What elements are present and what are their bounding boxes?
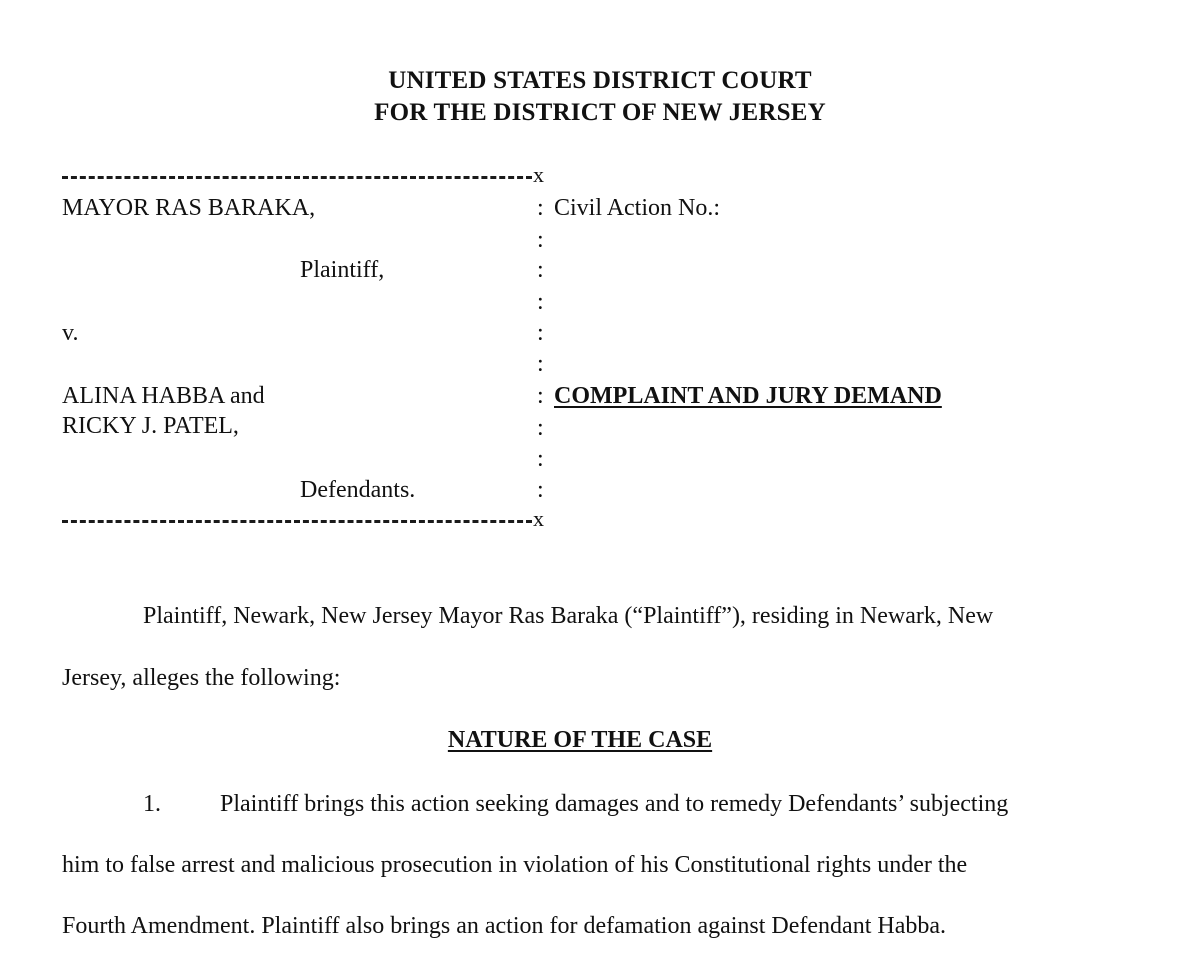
caption-colon: : bbox=[537, 351, 544, 377]
caption-colon: : bbox=[537, 446, 544, 472]
document-title: COMPLAINT AND JURY DEMAND bbox=[554, 383, 942, 409]
caption-colon: : bbox=[537, 227, 544, 253]
caption-colon: : bbox=[537, 477, 544, 503]
caption-top-rule-end: x bbox=[533, 162, 544, 187]
caption-top-rule bbox=[62, 176, 532, 179]
court-name: UNITED STATES DISTRICT COURT bbox=[388, 67, 812, 94]
defendants-label: Defendants. bbox=[300, 477, 416, 503]
caption-bottom-rule bbox=[62, 520, 532, 523]
caption-colon: : bbox=[537, 289, 544, 315]
plaintiff-name: MAYOR RAS BARAKA, bbox=[62, 195, 316, 221]
caption-colon: : bbox=[537, 383, 544, 409]
caption-colon: : bbox=[537, 415, 544, 441]
plaintiff-label: Plaintiff, bbox=[300, 257, 385, 283]
paragraph-line: Fourth Amendment. Plaintiff also brings an action for defamation against Defendant Habba. bbox=[62, 913, 947, 939]
paragraph-line: him to false arrest and malicious prosecution in violation of his Constitutional rights under the bbox=[62, 852, 968, 878]
intro-paragraph-line: Plaintiff, Newark, New Jersey Mayor Ras Baraka (“Plaintiff”), residing in Newark, New bbox=[143, 603, 994, 629]
court-district: FOR THE DISTRICT OF NEW JERSEY bbox=[374, 99, 826, 126]
defendant-name-2: RICKY J. PATEL, bbox=[62, 413, 239, 439]
caption-colon: : bbox=[537, 257, 544, 283]
caption-bottom-rule-end: x bbox=[533, 506, 544, 531]
civil-action-number: Civil Action No.: bbox=[554, 195, 721, 221]
paragraph-line: Plaintiff brings this action seeking damages and to remedy Defendants’ subjecting bbox=[220, 791, 1009, 817]
versus: v. bbox=[62, 320, 79, 346]
caption-colon: : bbox=[537, 320, 544, 346]
intro-paragraph-line: Jersey, alleges the following: bbox=[62, 665, 341, 691]
caption-colon: : bbox=[537, 195, 544, 221]
paragraph-number: 1. bbox=[143, 791, 161, 817]
defendant-name-1: ALINA HABBA and bbox=[62, 383, 265, 409]
section-heading: NATURE OF THE CASE bbox=[447, 727, 713, 753]
